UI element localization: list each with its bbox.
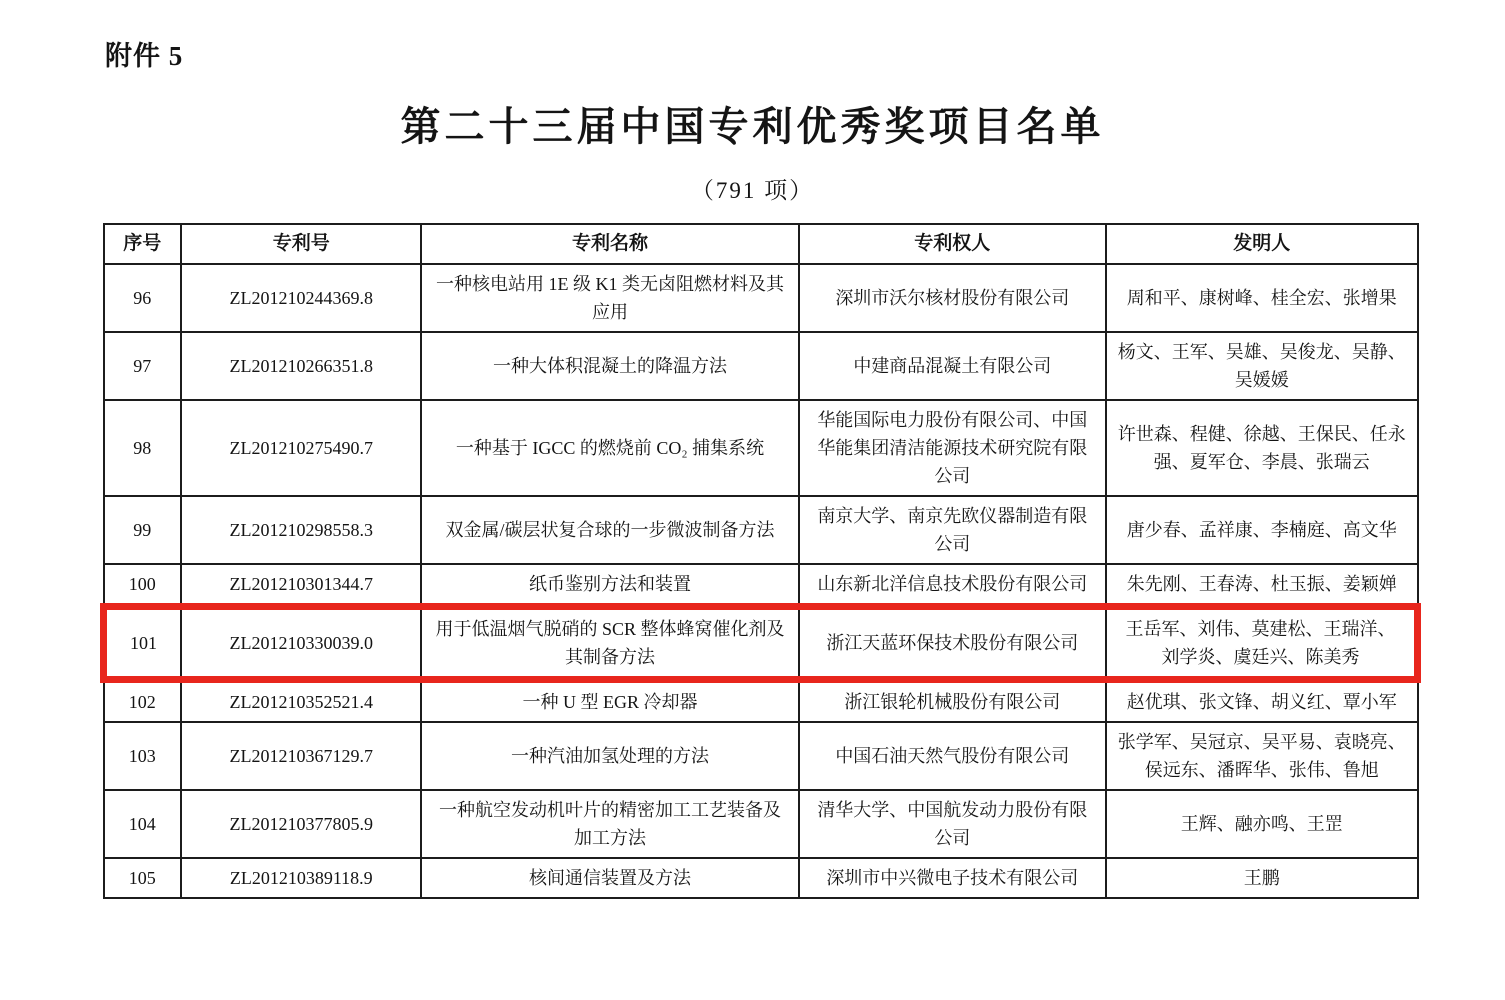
seq-cell: 97 — [104, 332, 182, 400]
header-seq: 序号 — [104, 224, 182, 264]
inventors-cell: 王鹏 — [1106, 858, 1417, 898]
inventors-cell: 朱先刚、王春涛、杜玉振、姜颖婵 — [1106, 564, 1417, 607]
table-row — [104, 790, 1418, 858]
inventors-cell: 王辉、融亦鸣、王罡 — [1106, 790, 1417, 858]
seq-cell: 105 — [104, 858, 182, 898]
patentee-cell: 华能国际电力股份有限公司、中国华能集团清洁能源技术研究院有限公司 — [799, 400, 1106, 496]
patent-number-cell: ZL201210301344.7 — [181, 564, 421, 607]
patent-number-cell: ZL201210367129.7 — [181, 722, 421, 790]
patentee-cell: 山东新北洋信息技术股份有限公司 — [799, 564, 1106, 607]
header-patent-number: 专利号 — [181, 224, 421, 264]
patentee-cell: 浙江银轮机械股份有限公司 — [799, 680, 1106, 723]
patentee-cell: 中国石油天然气股份有限公司 — [799, 722, 1106, 790]
table-row — [104, 496, 1418, 564]
inventors-cell: 唐少春、孟祥康、李楠庭、高文华 — [1106, 496, 1417, 564]
seq-cell: 104 — [104, 790, 182, 858]
header-inventors: 发明人 — [1106, 224, 1417, 264]
seq-cell: 102 — [104, 680, 182, 723]
patent-name-cell: 纸币鉴别方法和装置 — [421, 564, 798, 607]
table-row — [104, 400, 1418, 496]
inventors-cell: 赵优琪、张文锋、胡义红、覃小军 — [1106, 680, 1417, 723]
patentee-cell: 浙江天蓝环保技术股份有限公司 — [799, 607, 1106, 680]
patent-name-cell: 用于低温烟气脱硝的 SCR 整体蜂窝催化剂及其制备方法 — [421, 607, 798, 680]
patentee-cell: 深圳市中兴微电子技术有限公司 — [799, 858, 1106, 898]
patent-award-table — [100, 223, 1421, 899]
seq-cell: 101 — [104, 607, 182, 680]
patent-table-body — [104, 264, 1418, 898]
inventors-cell: 杨文、王军、吴雄、吴俊龙、吴静、吴媛媛 — [1106, 332, 1417, 400]
patent-number-cell: ZL201210330039.0 — [181, 607, 421, 680]
table-row — [104, 564, 1418, 607]
table-header-row — [104, 224, 1418, 264]
seq-cell: 103 — [104, 722, 182, 790]
patent-name-cell: 一种核电站用 1E 级 K1 类无卤阻燃材料及其应用 — [421, 264, 798, 332]
header-patentee: 专利权人 — [799, 224, 1106, 264]
table-row — [104, 680, 1418, 723]
patent-name-cell: 核间通信装置及方法 — [421, 858, 798, 898]
inventors-cell: 张学军、吴冠京、吴平易、袁晓亮、侯远东、潘晖华、张伟、鲁旭 — [1106, 722, 1417, 790]
header-patent-name: 专利名称 — [421, 224, 798, 264]
patent-number-cell: ZL201210352521.4 — [181, 680, 421, 723]
page-title: 第二十三届中国专利优秀奖项目名单 — [400, 105, 1105, 149]
patent-number-cell: ZL201210298558.3 — [181, 496, 421, 564]
patent-number-cell: ZL201210266351.8 — [181, 332, 421, 400]
inventors-cell: 周和平、康树峰、桂全宏、张增果 — [1106, 264, 1417, 332]
attachment-label: 附件 5 — [105, 41, 184, 71]
table-row — [104, 722, 1418, 790]
page-subtitle: （791 项） — [690, 178, 815, 203]
patentee-cell: 清华大学、中国航发动力股份有限公司 — [799, 790, 1106, 858]
patentee-cell: 中建商品混凝土有限公司 — [799, 332, 1106, 400]
patent-name-cell: 一种大体积混凝土的降温方法 — [421, 332, 798, 400]
inventors-cell: 许世森、程健、徐越、王保民、任永强、夏军仓、李晨、张瑞云 — [1106, 400, 1417, 496]
inventors-cell: 王岳军、刘伟、莫建松、王瑞洋、刘学炎、虞廷兴、陈美秀 — [1106, 607, 1417, 680]
patent-number-cell: ZL201210244369.8 — [181, 264, 421, 332]
patent-name-cell: 一种汽油加氢处理的方法 — [421, 722, 798, 790]
patent-number-cell: ZL201210275490.7 — [181, 400, 421, 496]
patent-name-cell: 一种航空发动机叶片的精密加工工艺装备及加工方法 — [421, 790, 798, 858]
seq-cell: 96 — [104, 264, 182, 332]
patent-name-cell: 一种 U 型 EGR 冷却器 — [421, 680, 798, 723]
seq-cell: 100 — [104, 564, 182, 607]
table-row-highlighted — [104, 607, 1418, 680]
patent-name-cell: 双金属/碳层状复合球的一步微波制备方法 — [421, 496, 798, 564]
patent-number-cell: ZL201210377805.9 — [181, 790, 421, 858]
patent-name-cell: 一种基于 IGCC 的燃烧前 CO₂ 捕集系统 — [421, 400, 798, 496]
seq-cell: 99 — [104, 496, 182, 564]
table-row — [104, 332, 1418, 400]
patentee-cell: 南京大学、南京先欧仪器制造有限公司 — [799, 496, 1106, 564]
patent-number-cell: ZL201210389118.9 — [181, 858, 421, 898]
patentee-cell: 深圳市沃尔核材股份有限公司 — [799, 264, 1106, 332]
seq-cell: 98 — [104, 400, 182, 496]
table-row — [104, 858, 1418, 898]
table-row — [104, 264, 1418, 332]
